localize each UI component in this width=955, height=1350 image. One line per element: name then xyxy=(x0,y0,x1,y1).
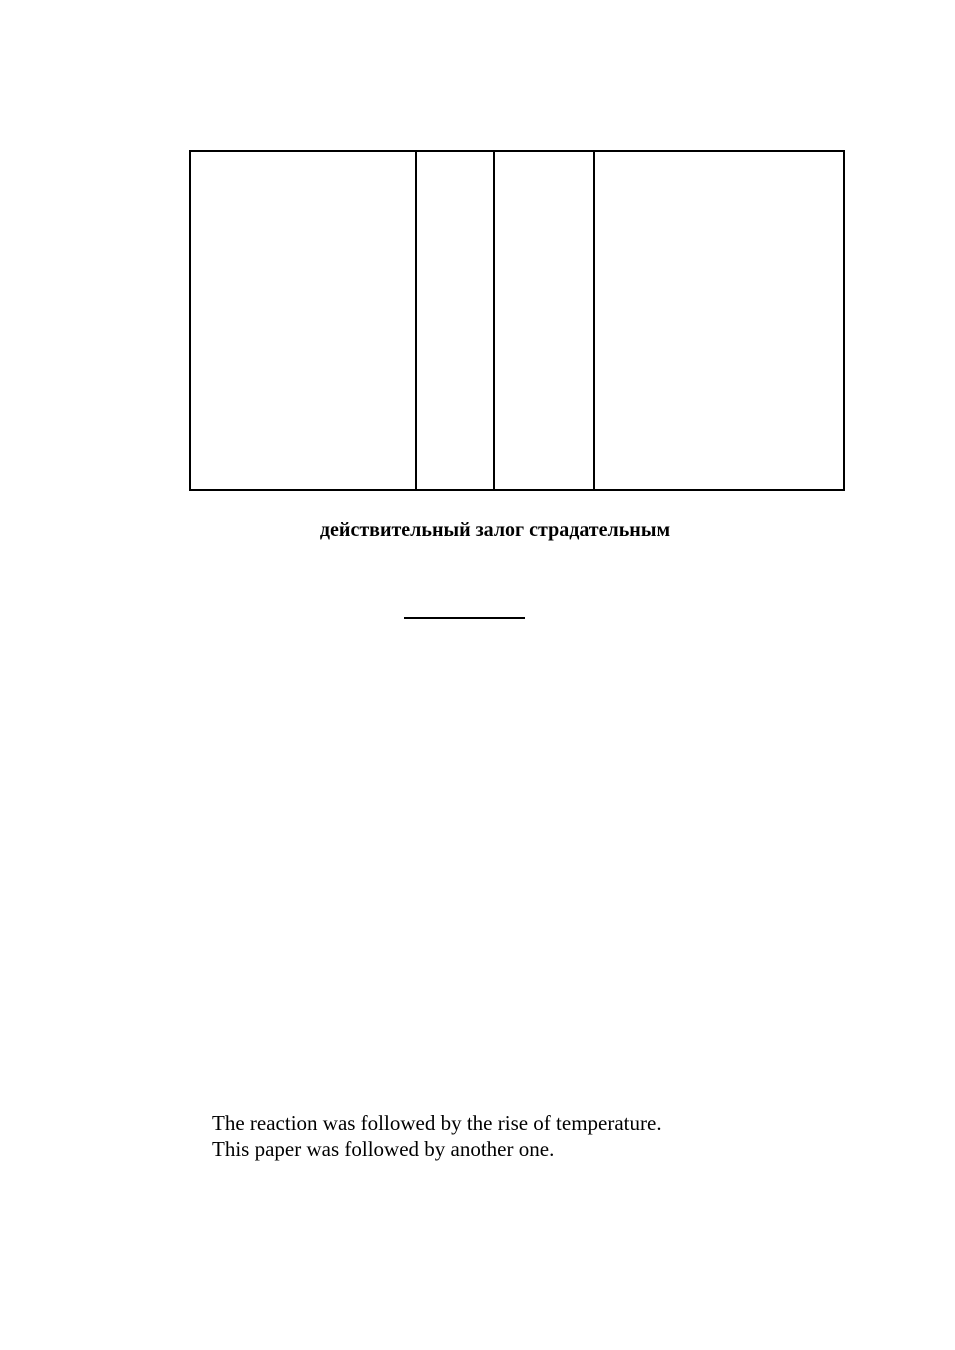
table-cell-4 xyxy=(594,151,844,490)
table-cell-1 xyxy=(190,151,416,490)
table-cell-2 xyxy=(416,151,494,490)
table-row xyxy=(190,151,844,490)
table-cell-3 xyxy=(494,151,594,490)
example-sentence-2: This paper was followed by another one. xyxy=(212,1137,555,1161)
empty-table xyxy=(189,150,845,491)
example-sentence-1: The reaction was followed by the rise of temperature. xyxy=(212,1111,662,1135)
example-sentences xyxy=(212,1110,662,1162)
section-heading: действительный залог страдательным xyxy=(319,519,671,541)
horizontal-rule xyxy=(404,617,525,619)
